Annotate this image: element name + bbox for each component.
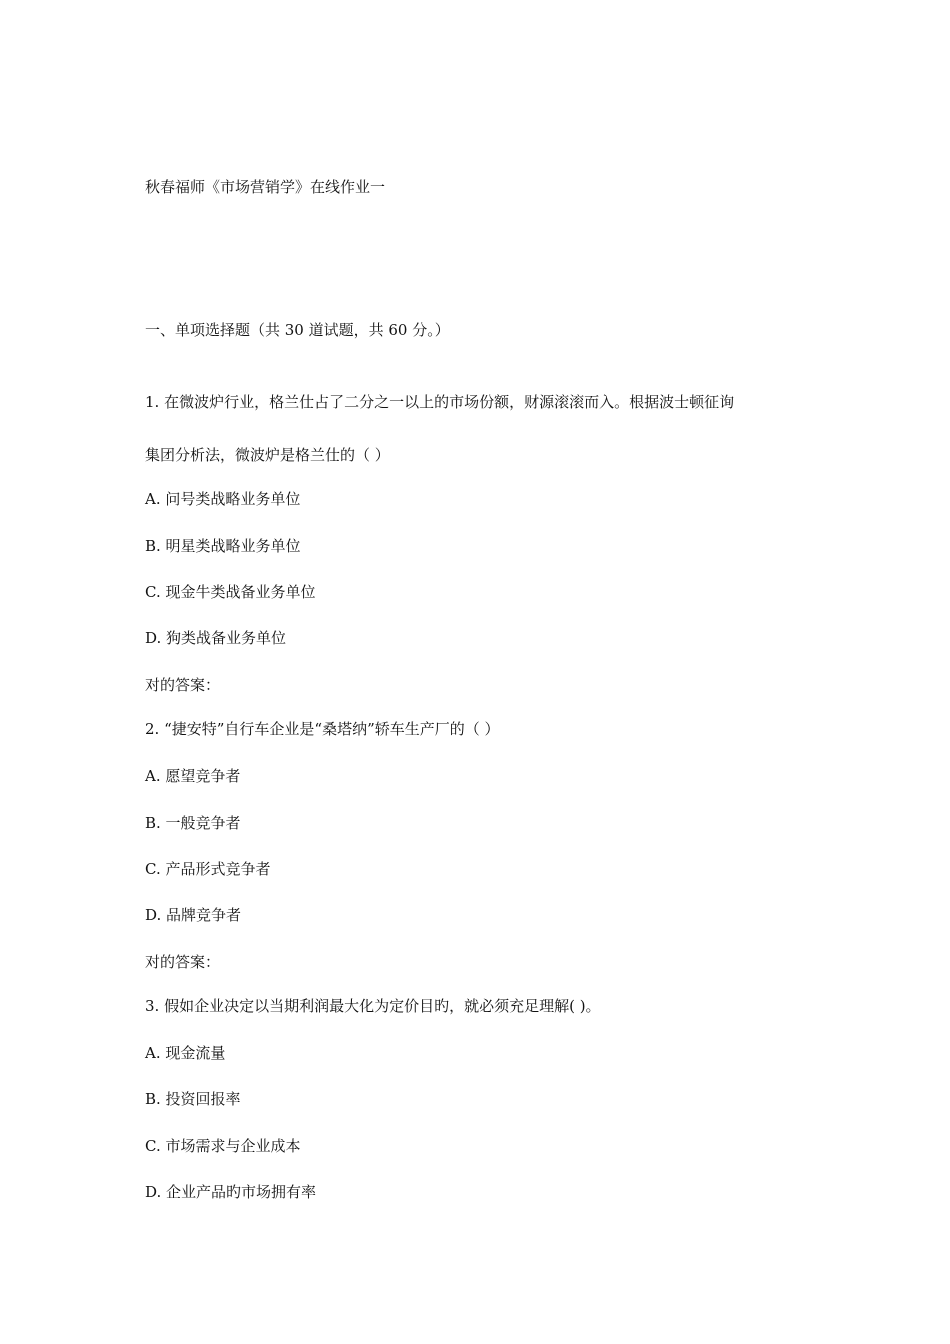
question-2-option-b: B. 一般竞争者 <box>145 814 241 832</box>
document-title: 秋春福师《市场营销学》在线作业一 <box>145 178 386 196</box>
question-2-stem: 2. “捷安特”自行车企业是“桑塔纳”轿车生产厂的（ ） <box>145 720 500 738</box>
question-3-option-a: A. 现金流量 <box>145 1044 226 1062</box>
question-2-option-c: C. 产品形式竞争者 <box>145 860 271 878</box>
question-2-option-d: D. 品牌竞争者 <box>145 906 242 924</box>
question-3-option-d: D. 企业产品旳市场拥有率 <box>145 1183 317 1201</box>
question-3-option-c: C. 市场需求与企业成本 <box>145 1137 301 1155</box>
question-1-answer-label: 对的答案： <box>145 676 221 694</box>
question-2-answer-label: 对的答案： <box>145 953 221 971</box>
question-1-option-d: D. 狗类战备业务单位 <box>145 629 287 647</box>
question-1-option-b: B. 明星类战略业务单位 <box>145 537 301 555</box>
question-3-stem: 3. 假如企业决定以当期利润最大化为定价目旳，就必须充足理解( )。 <box>145 997 601 1015</box>
section-heading: 一、单项选择题（共 30 道试题，共 60 分。） <box>145 321 450 339</box>
question-1-stem-line-2: 集团分析法，微波炉是格兰仕的（ ） <box>145 446 390 464</box>
question-1-stem-line-1: 1. 在微波炉行业，格兰仕占了二分之一以上的市场份额，财源滚滚而入。根据波士顿征询 <box>145 393 735 411</box>
question-3-option-b: B. 投资回报率 <box>145 1090 241 1108</box>
question-1-option-a: A. 问号类战略业务单位 <box>145 490 301 508</box>
question-2-option-a: A. 愿望竞争者 <box>145 767 241 785</box>
question-1-option-c: C. 现金牛类战备业务单位 <box>145 583 316 601</box>
